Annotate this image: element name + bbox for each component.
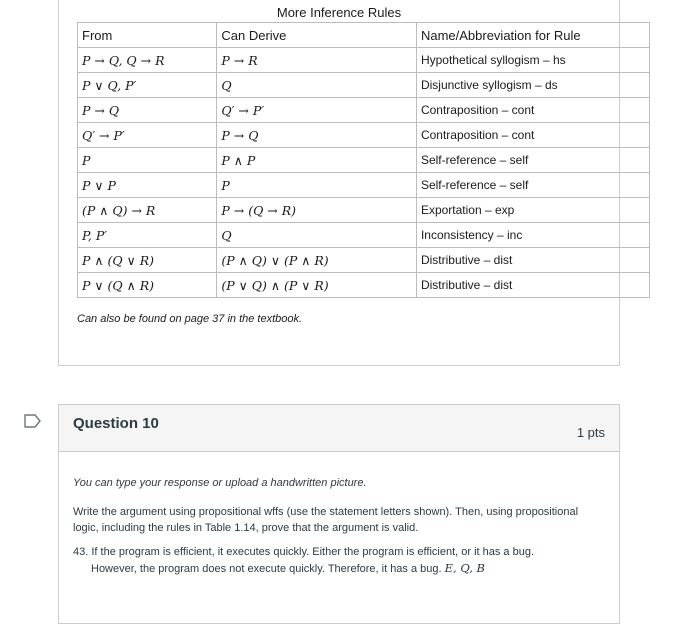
question-body	[73, 475, 593, 577]
cell-from: P ∨ P	[78, 173, 217, 198]
bookmark-icon[interactable]	[24, 414, 42, 428]
rules-card	[58, 0, 620, 366]
cell-from: P ∨ Q, P′	[78, 73, 217, 98]
problem-line-1: 43. If the program is efficient, it executes quickly. Either the program is efficient, or it has a bug.	[73, 546, 535, 558]
response-hint: You can type your response or upload a handwritten picture.	[73, 477, 367, 489]
question-title: Question 10	[73, 415, 159, 432]
cell-from: P ∨ (Q ∧ R)	[78, 273, 217, 298]
cell-derive: P	[217, 173, 417, 198]
cell-from: P, P′	[78, 223, 217, 248]
cell-rule-name: Contraposition – cont	[416, 98, 649, 123]
inference-rules-table	[77, 22, 650, 298]
cell-derive: P ∧ P	[217, 148, 417, 173]
problem-line-2	[73, 560, 593, 577]
table-row	[78, 273, 650, 298]
table-row	[78, 223, 650, 248]
cell-derive: P → Q	[217, 123, 417, 148]
cell-from: (P ∧ Q) → R	[78, 198, 217, 223]
question-header	[59, 405, 619, 452]
question-instructions: Write the argument using propositional wffs (use the statement letters shown). Then, using propositional logic, including the rules in Table 1.14, prove that the argument is valid.	[73, 506, 579, 534]
cell-rule-name: Self-reference – self	[416, 148, 649, 173]
statement-letters: E, Q, B	[444, 561, 485, 575]
header-rule-name: Name/Abbreviation for Rule	[416, 23, 649, 48]
table-row	[78, 98, 650, 123]
header-can-derive: Can Derive	[217, 23, 417, 48]
cell-derive: P → R	[217, 48, 417, 73]
cell-rule-name: Self-reference – self	[416, 173, 649, 198]
cell-derive: Q	[217, 223, 417, 248]
cell-rule-name: Inconsistency – inc	[416, 223, 649, 248]
cell-from: P → Q	[78, 98, 217, 123]
question-points: 1 pts	[576, 425, 605, 440]
table-row	[78, 123, 650, 148]
cell-rule-name: Disjunctive syllogism – ds	[416, 73, 649, 98]
cell-rule-name: Distributive – dist	[416, 248, 649, 273]
cell-derive: (P ∧ Q) ∨ (P ∧ R)	[217, 248, 417, 273]
cell-from: Q′ → P′	[78, 123, 217, 148]
table-header-row	[78, 23, 650, 48]
cell-rule-name: Hypothetical syllogism – hs	[416, 48, 649, 73]
cell-derive: P → (Q → R)	[217, 198, 417, 223]
table-row	[78, 48, 650, 73]
table-row	[78, 148, 650, 173]
cell-rule-name: Contraposition – cont	[416, 123, 649, 148]
problem-text: However, the program does not execute quickly. Therefore, it has a bug.	[91, 563, 442, 575]
cell-from: P → Q, Q → R	[78, 48, 217, 73]
problem-statement	[73, 544, 593, 577]
question-card	[58, 404, 620, 624]
header-from: From	[78, 23, 217, 48]
cell-rule-name: Exportation – exp	[416, 198, 649, 223]
cell-rule-name: Distributive – dist	[416, 273, 649, 298]
cell-derive: (P ∨ Q) ∧ (P ∨ R)	[217, 273, 417, 298]
cell-from: P ∧ (Q ∨ R)	[78, 248, 217, 273]
table-row	[78, 73, 650, 98]
table-row	[78, 248, 650, 273]
cell-from: P	[78, 148, 217, 173]
cell-derive: Q′ → P′	[217, 98, 417, 123]
table-row	[78, 173, 650, 198]
table-footnote: Can also be found on page 37 in the textbook.	[77, 313, 303, 325]
rules-table-title: More Inference Rules	[276, 5, 402, 20]
cell-derive: Q	[217, 73, 417, 98]
table-row	[78, 198, 650, 223]
